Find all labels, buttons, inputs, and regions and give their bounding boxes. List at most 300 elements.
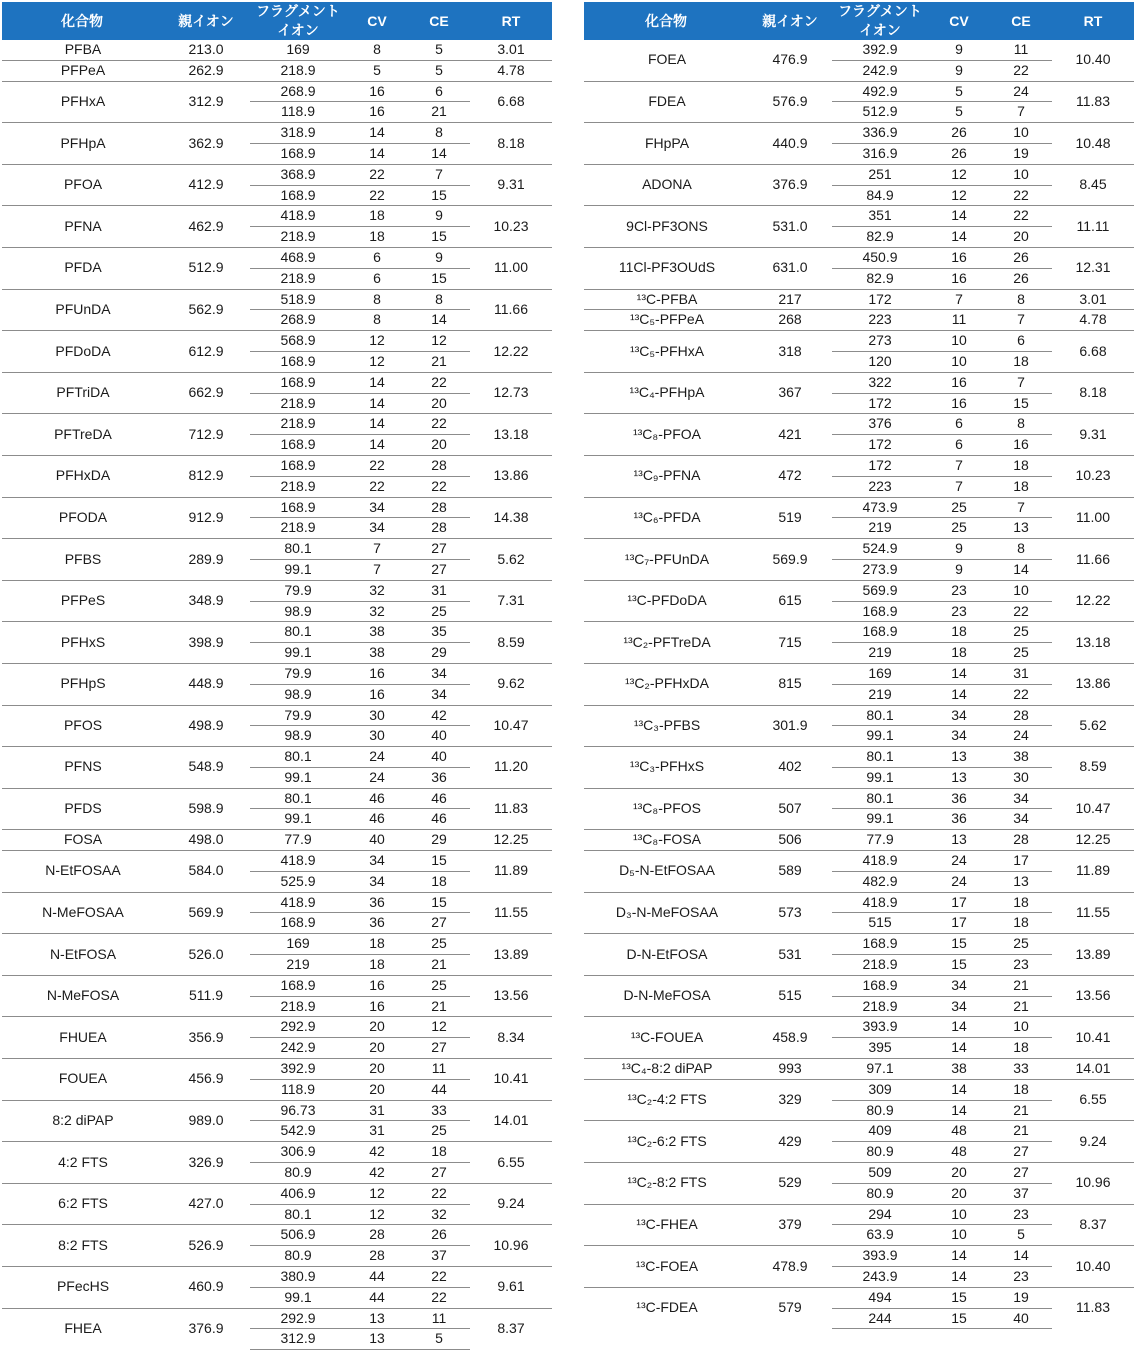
fragment-ion: 218.9 [832,955,928,976]
cv-value: 25 [928,497,990,518]
compound-row [2,289,552,310]
fragment-ion: 80.9 [250,1246,346,1267]
parent-ion: 376.9 [162,1308,250,1350]
retention-time: 8.18 [470,123,552,165]
ce-value: 13 [990,518,1052,539]
compound-name: ¹³C-FOEA [584,1246,748,1288]
cv-value: 12 [346,1204,408,1225]
retention-time: 11.66 [1052,539,1134,581]
ce-value: 21 [408,996,470,1017]
ce-value: 13 [990,871,1052,892]
cv-value: 30 [346,726,408,747]
parent-ion: 515 [748,975,832,1017]
compound-name: ¹³C₂-PFTreDA [584,622,748,664]
ce-value: 18 [408,1142,470,1163]
ce-value: 42 [408,705,470,726]
retention-time: 8.37 [1052,1204,1134,1246]
cv-value: 34 [346,497,408,518]
fragment-ion: 273 [832,331,928,352]
ce-value: 7 [990,102,1052,123]
retention-time: 13.56 [470,975,552,1017]
compound-row [584,851,1134,872]
cv-value: 9 [928,539,990,560]
compound-name: ¹³C₂-PFHxDA [584,663,748,705]
compound-row [2,123,552,144]
cv-value: 34 [928,996,990,1017]
compound-name: N-MeFOSA [2,975,162,1017]
ce-value: 11 [408,1059,470,1080]
compound-row [584,663,1134,684]
parent-ion: 421 [748,414,832,456]
cv-value: 20 [346,1059,408,1080]
cv-value: 8 [373,41,381,57]
fragment-ion: 336.9 [832,123,928,144]
compound-name: ¹³C₉-PFNA [584,455,748,497]
fragment-ion: 219 [832,518,928,539]
cv-value: 18 [928,643,990,664]
ce-value: 25 [990,622,1052,643]
compound-name: PFTriDA [2,372,162,414]
compound-name: ¹³C₄-8:2 diPAP [584,1059,748,1080]
fragment-ion: 292.9 [250,1017,346,1038]
ce-value: 46 [408,809,470,830]
ce-value: 21 [408,102,470,123]
cv-value: 16 [346,684,408,705]
cv-value: 7 [346,539,408,560]
fragment-ion: 418.9 [250,206,346,227]
parent-ion: 576.9 [748,81,832,123]
cv-value: 36 [928,809,990,830]
parent-ion: 993 [748,1059,832,1080]
ce-value: 20 [408,393,470,414]
compound-row [2,206,552,227]
cv-value: 12 [346,351,408,372]
compound-row [584,289,1134,310]
compound-row [2,1017,552,1038]
parent-ion: 584.0 [162,851,250,893]
ce-value: 40 [990,1308,1052,1329]
compound-name: PFBS [2,539,162,581]
parent-ion: 476.9 [772,51,808,68]
ce-value: 18 [990,476,1052,497]
cv-value: 40 [346,830,408,851]
fragment-ion: 218.9 [250,414,346,435]
retention-time: 8.59 [470,622,552,664]
parent-ion: 427.0 [162,1183,250,1225]
fragment-ion: 172 [832,289,928,310]
ce-value: 22 [408,1183,470,1204]
parent-ion: 512.9 [162,247,250,289]
fragment-ion: 294 [832,1204,928,1225]
parent-ion: 348.9 [162,580,250,622]
parent-ion: 362.9 [162,123,250,165]
ce-value: 25 [408,934,470,955]
retention-time: 6.68 [470,81,552,123]
cv-value: 22 [346,476,408,497]
compound-row [584,206,1134,227]
compound-name: PFOS [2,705,162,747]
compound-row [2,934,552,955]
compound-name: PFPeS [2,580,162,622]
retention-time: 5.62 [1052,705,1134,747]
fragment-ion: 79.9 [250,663,346,684]
cv-value: 7 [928,476,990,497]
ce-value: 46 [408,788,470,809]
retention-time: 10.48 [1052,123,1134,165]
fragment-ion: 169 [832,663,928,684]
parent-ion: 506 [748,830,832,851]
fragment-ion: 473.9 [832,497,928,518]
retention-time: 10.47 [470,705,552,747]
fragment-ion: 168.9 [250,372,346,393]
compound-row [2,372,552,393]
fragment-ion: 219 [832,643,928,664]
fragment-ion: 494 [832,1287,928,1308]
cv-value: 15 [928,934,990,955]
cv-value: 31 [346,1121,408,1142]
cv-value: 14 [928,1079,990,1100]
cv-value: 14 [928,206,990,227]
compound-row [584,164,1134,185]
fragment-ion: 218.9 [250,476,346,497]
compound-row [2,788,552,809]
ce-value: 22 [990,601,1052,622]
fragment-ion: 168.9 [250,913,346,934]
ce-value: 15 [408,851,470,872]
ce-value: 34 [408,684,470,705]
ce-value: 22 [408,1287,470,1308]
fragment-ion: 169 [286,41,310,57]
cv-value: 22 [346,164,408,185]
cv-value: 31 [346,1100,408,1121]
compound-name: FOEA [647,51,687,68]
compound-row [584,123,1134,144]
parent-ion: 398.9 [162,622,250,664]
cv-value: 10 [928,1204,990,1225]
parent-ion: 213.0 [188,41,224,57]
parent-ion: 615 [748,580,832,622]
retention-time: 13.86 [1052,663,1134,705]
parent-ion: 548.9 [162,747,250,789]
compound-row [584,1246,1134,1267]
fragment-ion: 168.9 [832,934,928,955]
compound-name: PFecHS [2,1267,162,1309]
ce-value: 5 [990,1225,1052,1246]
ce-value: 24 [990,81,1052,102]
compound-row [2,40,552,60]
compound-name: FHEA [2,1308,162,1350]
fragment-ion: 418.9 [250,851,346,872]
cv-value: 6 [928,435,990,456]
retention-time: 6.68 [1052,331,1134,373]
cv-value: 8 [346,289,408,310]
ce-value: 10 [990,164,1052,185]
fragment-ion: 218.9 [250,996,346,1017]
cv-value: 11 [928,310,990,331]
cv-value: 5 [928,81,990,102]
fragment-ion: 79.9 [250,580,346,601]
retention-time: 11.55 [1052,892,1134,934]
ce-value: 21 [990,1121,1052,1142]
retention-time: 13.89 [1052,934,1134,976]
ce-value: 15 [408,892,470,913]
cv-value: 34 [928,975,990,996]
compound-name: 11Cl-PF3OUdS [584,247,748,289]
compound-name: PFNS [2,747,162,789]
ce-value: 44 [408,1079,470,1100]
cv-value: 13 [928,747,990,768]
cv-value: 32 [346,580,408,601]
ce-value: 31 [990,663,1052,684]
fragment-ion: 82.9 [832,268,928,289]
compound-name: N-MeFOSAA [2,892,162,934]
fragment-ion: 77.9 [832,830,928,851]
cv-value: 44 [346,1267,408,1288]
ce-value: 23 [990,1204,1052,1225]
fragment-ion: 172 [832,455,928,476]
compound-row [584,747,1134,768]
cv-value: 32 [346,601,408,622]
retention-time: 13.18 [470,414,552,456]
fragment-ion: 168.9 [250,351,346,372]
ce-value: 14 [408,143,470,164]
compound-name: PFHxS [2,622,162,664]
ce-value: 25 [408,975,470,996]
ce-value: 5 [408,1329,470,1350]
parent-ion: 498.0 [162,830,250,851]
cv-value: 13 [928,830,990,851]
cv-value: 46 [346,788,408,809]
ce-value: 26 [408,1225,470,1246]
cv-value: 15 [928,955,990,976]
retention-time: 4.78 [1052,310,1134,331]
header-rt: RT [470,2,552,40]
fragment-ion: 99.1 [832,809,928,830]
ce-value: 9 [408,247,470,268]
compound-name: 8:2 diPAP [2,1100,162,1142]
cv-value: 9 [928,60,990,81]
fragment-ion: 418.9 [832,851,928,872]
compound-name: PFDS [2,788,162,830]
compound-row [584,1204,1134,1225]
ce-value: 18 [990,455,1052,476]
ce-value: 27 [408,559,470,580]
parent-ion: 440.9 [748,123,832,165]
compound-name: ADONA [584,164,748,206]
cv-value: 16 [928,372,990,393]
ce-value: 25 [408,1121,470,1142]
compound-row [2,1100,552,1121]
ce-value: 11 [1013,41,1029,57]
header-compound: 化合物 [2,2,162,40]
ce-value: 26 [990,247,1052,268]
fragment-ion: 168.9 [832,975,928,996]
retention-time: 10.40 [1075,51,1111,68]
cv-value: 18 [346,227,408,248]
fragment-ion: 524.9 [832,539,928,560]
fragment-ion: 251 [832,164,928,185]
fragment-ion: 168.9 [250,435,346,456]
cv-value: 22 [346,185,408,206]
cv-value: 44 [346,1287,408,1308]
header-fragment-ion: フラグメントイオン [832,2,928,40]
compound-row [584,40,1134,60]
cv-value: 14 [928,227,990,248]
cv-value: 5 [346,60,408,81]
retention-time: 4.78 [470,60,552,81]
ce-value: 34 [990,809,1052,830]
fragment-ion: 492.9 [832,81,928,102]
cv-value: 42 [346,1163,408,1184]
fragment-ion: 418.9 [250,892,346,913]
parent-ion: 329 [748,1079,832,1121]
fragment-ion: 98.9 [250,601,346,622]
cv-value: 46 [346,809,408,830]
cv-value: 10 [928,351,990,372]
fragment-ion: 218.9 [250,518,346,539]
cv-value: 5 [928,102,990,123]
ce-value: 28 [408,455,470,476]
fragment-ion: 63.9 [832,1225,928,1246]
parent-ion: 318 [748,331,832,373]
retention-time: 10.41 [470,1059,552,1101]
cv-value: 6 [346,268,408,289]
parent-ion: 579 [748,1287,832,1329]
retention-time: 3.01 [497,41,525,57]
retention-time: 12.73 [470,372,552,414]
parent-ion: 511.9 [162,975,250,1017]
ce-value: 27 [990,1163,1052,1184]
compound-row [584,1059,1134,1080]
compound-row [584,788,1134,809]
compound-row [2,497,552,518]
ce-value: 22 [990,185,1052,206]
cv-value: 14 [928,1017,990,1038]
cv-value: 20 [928,1183,990,1204]
retention-time: 9.24 [470,1183,552,1225]
fragment-ion: 569.9 [832,580,928,601]
ce-value: 22 [408,414,470,435]
compound-row [584,1079,1134,1100]
ce-value: 15 [408,185,470,206]
compound-row [2,331,552,352]
retention-time: 6.55 [470,1142,552,1184]
cv-value: 8 [346,310,408,331]
cv-value: 34 [346,851,408,872]
parent-ion: 569.9 [748,539,832,581]
retention-time: 12.25 [470,830,552,851]
retention-time: 10.41 [1052,1017,1134,1059]
ce-value: 6 [408,81,470,102]
fragment-ion: 219 [832,684,928,705]
ce-value: 14 [990,1246,1052,1267]
retention-time: 11.20 [470,747,552,789]
retention-time: 8.34 [470,1017,552,1059]
ce-value: 22 [990,206,1052,227]
ce-value: 12 [408,1017,470,1038]
retention-time: 13.89 [470,934,552,976]
compound-name: PFDoDA [2,331,162,373]
cv-value: 7 [928,455,990,476]
fragment-ion: 243.9 [832,1267,928,1288]
cv-value: 15 [928,1308,990,1329]
retention-time: 10.23 [1052,455,1134,497]
fragment-ion: 292.9 [250,1308,346,1329]
compound-name: PFDA [2,247,162,289]
compound-name: ¹³C₃-PFHxS [584,747,748,789]
compound-name: 6:2 FTS [2,1183,162,1225]
cv-value: 16 [928,268,990,289]
parent-ion: 815 [748,663,832,705]
cv-value: 16 [346,975,408,996]
compound-row [2,892,552,913]
fragment-ion: 218.9 [250,227,346,248]
parent-ion: 589 [748,851,832,893]
header-parent-ion: 親イオン [748,2,832,40]
ce-value: 18 [990,913,1052,934]
ce-value: 40 [408,747,470,768]
cv-value: 18 [346,955,408,976]
fragment-ion: 316.9 [832,143,928,164]
fragment-ion: 80.1 [250,788,346,809]
ce-value: 5 [408,60,470,81]
cv-value: 36 [346,913,408,934]
fragment-ion: 542.9 [250,1121,346,1142]
ce-value: 27 [408,1038,470,1059]
compound-row [2,830,552,851]
ce-value: 11 [408,1308,470,1329]
cv-value: 20 [928,1163,990,1184]
compound-name: FHpPA [584,123,748,165]
ce-value: 7 [990,310,1052,331]
compound-row [584,310,1134,331]
compound-name: ¹³C₂-6:2 FTS [584,1121,748,1163]
left-mrm-table [2,2,552,1350]
fragment-ion: 80.1 [832,788,928,809]
compound-name: FOUEA [2,1059,162,1101]
retention-time: 11.83 [1052,81,1134,123]
parent-ion: 356.9 [162,1017,250,1059]
ce-value: 37 [408,1246,470,1267]
cv-value: 42 [346,1142,408,1163]
fragment-ion: 393.9 [832,1246,928,1267]
fragment-ion: 406.9 [250,1183,346,1204]
fragment-ion: 418.9 [832,892,928,913]
compound-name: PFPeA [2,60,162,81]
cv-value: 10 [928,331,990,352]
cv-value: 48 [928,1142,990,1163]
fragment-ion: 244 [832,1308,928,1329]
cv-value: 17 [928,913,990,934]
cv-value: 13 [346,1329,408,1350]
retention-time: 10.96 [470,1225,552,1267]
fragment-ion: 77.9 [250,830,346,851]
fragment-ion: 223 [832,310,928,331]
cv-value: 38 [928,1059,990,1080]
fragment-ion: 82.9 [832,227,928,248]
fragment-ion: 506.9 [250,1225,346,1246]
ce-value: 17 [990,851,1052,872]
fragment-ion: 98.9 [250,684,346,705]
fragment-ion: 169 [250,934,346,955]
ce-value: 6 [990,331,1052,352]
fragment-ion: 99.1 [250,643,346,664]
parent-ion: 715 [748,622,832,664]
ce-value: 38 [990,747,1052,768]
header-cv: CV [928,2,990,40]
parent-ion: 912.9 [162,497,250,539]
cv-value: 23 [928,601,990,622]
